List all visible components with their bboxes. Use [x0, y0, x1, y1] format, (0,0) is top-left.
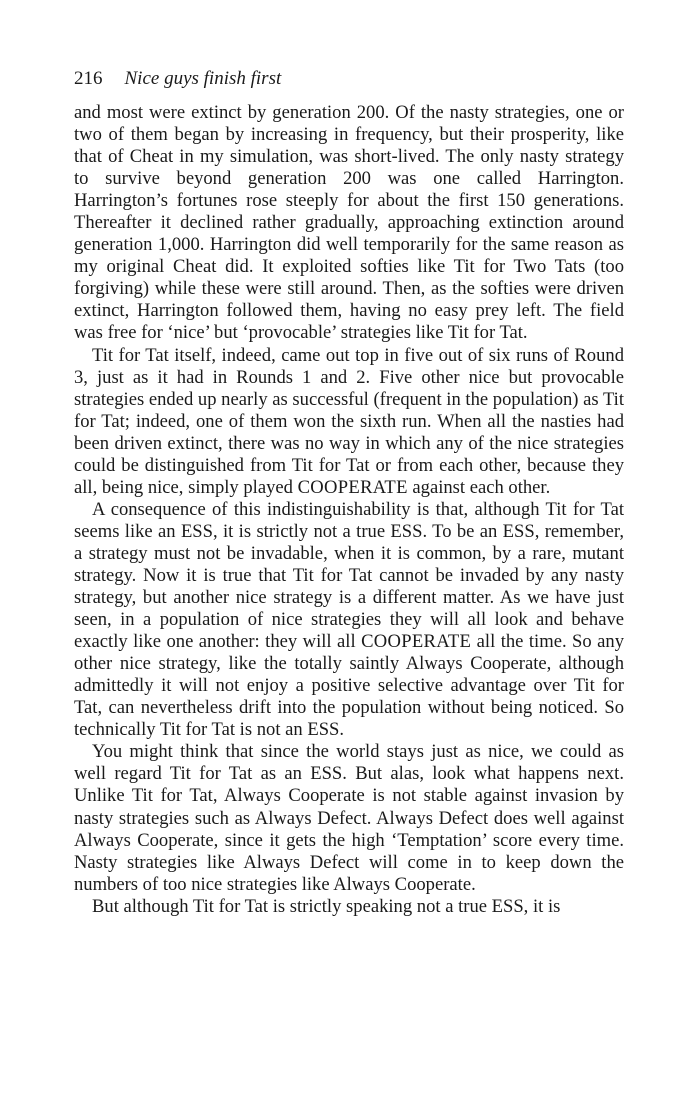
page-number: 216 — [74, 68, 103, 89]
paragraph-4: You might think that since the world stays just as nice, we could as well regard Tit for Tat as an ESS. But alas, look what happens next. Unlike Tit for Tat, Always Cooperate is not stable against invasion by nasty strategies such as Always Defect. Always Defect does well against Always Cooperate, since it gets the high ‘Temptation’ score every time. Nasty strategies like Always Defect will come in to keep down the numbers of too nice strategies like Always Cooperate. — [74, 741, 624, 895]
running-head — [74, 64, 624, 94]
paragraph-3-text: A consequence of this indistinguishability is that, although Tit for Tat seems like an ESS, it is strictly not a true ESS. To be an ESS, remember, a strategy must not be invadable, when it is common, by a rare, mutant strategy. Now it is true that Tit for Tat cannot be invaded by any nasty strategy, but another nice strategy is a different matter. As we have just seen, in a population of nice strategies they will all look and behave exactly like one another: they will all — [74, 498, 624, 653]
paragraph-2-tail: against each other. — [407, 476, 551, 498]
cooperate-smallcaps: COOPERATE — [361, 631, 472, 653]
paragraph-3-tail: all the time. So any other nice strategy, like the totally saintly Always Cooperate, although admittedly it will not enjoy a positive selective advantage over Tit for Tat, can nevertheless drift into the population without being noticed. So technically Tit for Tat is not an ESS. — [74, 631, 624, 741]
cooperate-smallcaps: COOPERATE — [297, 476, 408, 498]
paragraph-5: But although Tit for Tat is strictly speaking not a true ESS, it is — [92, 895, 561, 917]
paragraph-1: and most were extinct by generation 200. Of the nasty strategies, one or two of them began by increasing in frequency, but their prosperity, like that of Cheat in my simulation, was short-lived. The only nasty strategy to survive beyond generation 200 was one called Harrington. Harrington’s fortunes rose steeply for about the first 150 generations. Thereafter it declined rather gradually, approaching extinction around generation 1,000. Harrington did well temporarily for the same reason as my original Cheat did. It exploited softies like Tit for Two Tats (too forgiving) while these were still around. Then, as the softies were driven extinct, Harrington followed them, having no easy prey left. The field was free for ‘nice’ but ‘provocable’ strategies like Tit for Tat. — [74, 102, 624, 344]
paragraph-2 — [74, 345, 624, 499]
paragraph-2-text: Tit for Tat itself, indeed, came out top in five out of six runs of Round 3, just as it had in Rounds 1 and 2. Five other nice but provocable strategies ended up nearly as successful (frequent in the population) as Tit for Tat; indeed, one of them won the sixth run. When all the nasties had been driven extinct, there was no way in which any of the nice strategies could be distinguished from Tit for Tat or from each other, because they all, being nice, simply played — [74, 344, 624, 498]
book-page — [74, 64, 624, 918]
running-title: Nice guys finish first — [124, 68, 282, 89]
paragraph-3 — [74, 499, 624, 742]
